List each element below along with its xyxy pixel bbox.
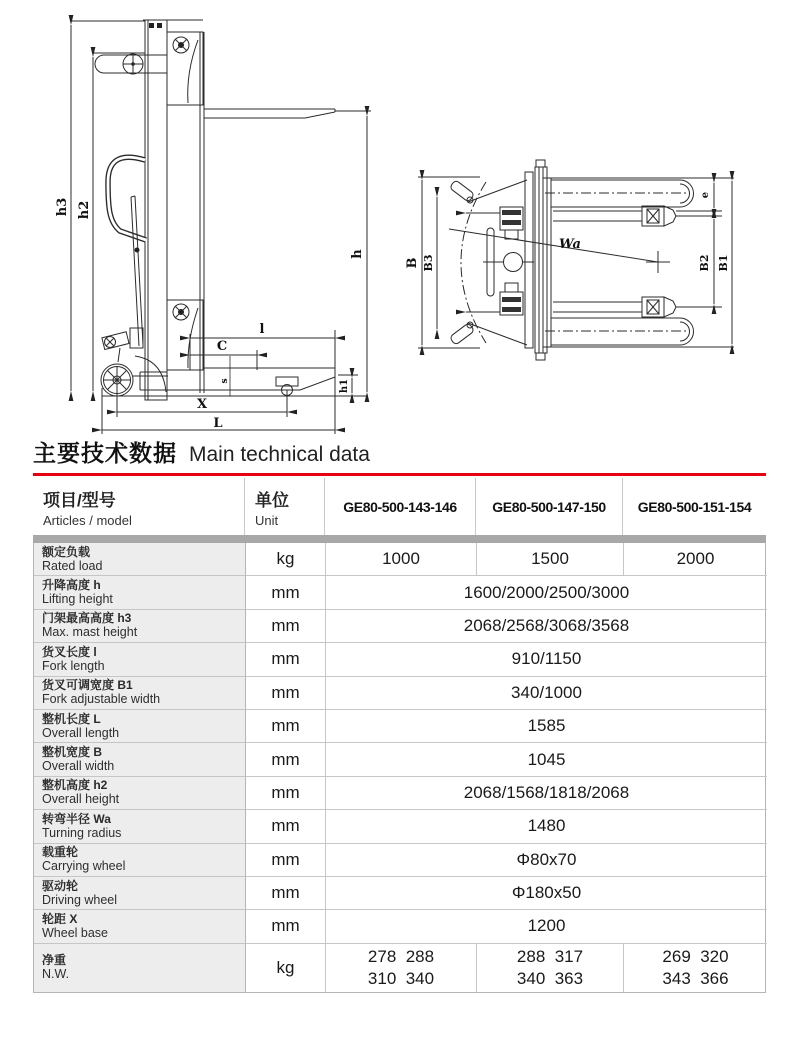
- dim-label-B3: B3: [422, 254, 435, 272]
- table-row-lifting-height: 升降高度 h Lifting height mm 1600/2000/2500/3000: [34, 576, 765, 609]
- dim-label-B2: B2: [698, 254, 711, 272]
- table-row-overall-width: 整机宽度 B Overall width mm 1045: [34, 743, 765, 776]
- table-row-fork-width: 货叉可调宽度 B1 Fork adjustable width mm 340/1000: [34, 677, 765, 710]
- table-row-mast-height: 门架最高高度 h3 Max. mast height mm 2068/2568/3068/3568: [34, 610, 765, 643]
- section-title-block: [33, 435, 766, 476]
- header-model-3: GE80-500-151-154: [637, 498, 752, 515]
- dim-label-h3: h3: [55, 197, 70, 217]
- table-row-overall-height: 整机高度 h2 Overall height mm 2068/1568/1818/2068: [34, 777, 765, 810]
- dim-label-h1: h1: [339, 378, 350, 394]
- technical-drawings: [0, 0, 800, 437]
- header-unit: 单位 Unit: [245, 478, 325, 535]
- dim-label-B: B: [405, 257, 420, 269]
- table-header-row: [33, 478, 766, 535]
- dim-label-h: h: [350, 249, 365, 259]
- table-row-fork-length: 货叉长度 l Fork length mm 910/1150: [34, 643, 765, 676]
- table-row-driving-wheel: 驱动轮 Driving wheel mm Φ180x50: [34, 877, 765, 910]
- page-title-zh: 主要技术数据: [33, 440, 177, 466]
- page-title-en: Main technical data: [189, 443, 370, 466]
- table-body: [33, 543, 766, 993]
- header-articles-model: 项目/型号 Articles / model: [33, 478, 245, 535]
- dim-label-L: L: [213, 416, 223, 431]
- header-model-1: GE80-500-143-146: [325, 478, 476, 535]
- header-separator-bar: [33, 535, 766, 543]
- dim-label-h2: h2: [77, 200, 92, 220]
- header-model-2: GE80-500-147-150: [476, 478, 623, 535]
- table-row-overall-length: 整机长度 L Overall length mm 1585: [34, 710, 765, 743]
- table-row-net-weight: 净重 N.W. kg 278 288 310 340 288 317 340 363 269 320 343 366: [34, 944, 765, 992]
- top-view-drawing: [405, 160, 734, 360]
- dim-label-c: C: [216, 339, 228, 354]
- dim-label-x: X: [196, 397, 208, 412]
- table-row-rated-load: 额定负载 Rated load kg 1000 1500 2000: [34, 543, 765, 576]
- dim-label-B1: B1: [717, 254, 730, 272]
- table-row-carrying-wheel: 载重轮 Carrying wheel mm Φ80x70: [34, 844, 765, 877]
- side-view-drawing: [55, 20, 371, 434]
- red-divider: [33, 473, 766, 476]
- table-row-wheel-base: 轮距 X Wheel base mm 1200: [34, 910, 765, 943]
- dim-label-l: l: [259, 322, 265, 337]
- table-row-turning-radius: 转弯半径 Wa Turning radius mm 1480: [34, 810, 765, 843]
- spec-table: [33, 478, 766, 993]
- dim-label-s: s: [220, 378, 230, 384]
- dim-label-e: e: [700, 191, 711, 199]
- dim-label-Wa: Wa: [559, 237, 581, 252]
